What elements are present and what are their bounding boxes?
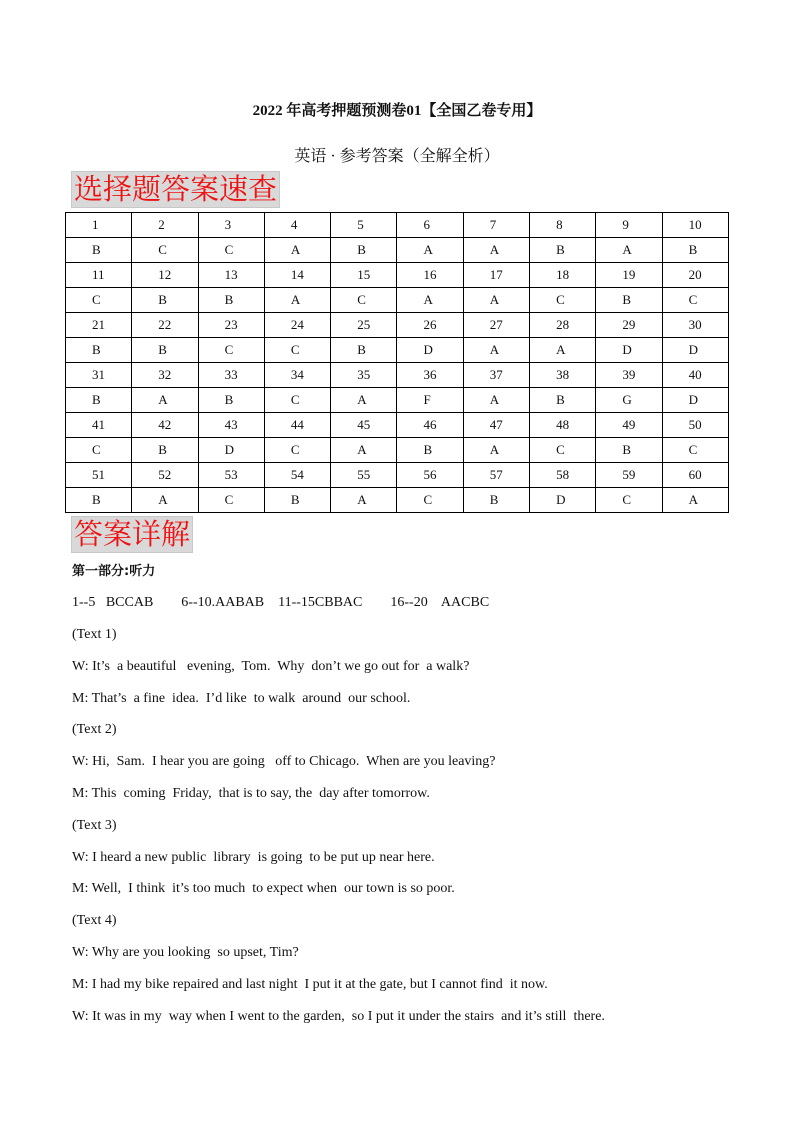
table-cell: 37 bbox=[463, 363, 529, 388]
table-cell: A bbox=[331, 488, 397, 513]
page-subtitle: 英语 · 参考答案（全解全析） bbox=[294, 148, 500, 165]
dialogue-line: W: It was in my way when I went to the garden, so I put it under the stairs and it’s still there. bbox=[72, 1008, 605, 1024]
table-cell: C bbox=[596, 488, 662, 513]
table-cell: A bbox=[132, 488, 198, 513]
table-cell: 33 bbox=[198, 363, 264, 388]
table-cell: 59 bbox=[596, 463, 662, 488]
table-cell: 1 bbox=[66, 213, 132, 238]
table-cell: 15 bbox=[331, 263, 397, 288]
table-cell: 43 bbox=[198, 413, 264, 438]
dialogue-line: W: Why are you looking so upset, Tim? bbox=[72, 945, 299, 960]
table-cell: 18 bbox=[530, 263, 596, 288]
table-cell: A bbox=[331, 388, 397, 413]
table-cell: 56 bbox=[397, 463, 463, 488]
table-row bbox=[66, 488, 729, 513]
table-cell: 8 bbox=[530, 213, 596, 238]
table-cell: 22 bbox=[132, 313, 198, 338]
table-cell: 40 bbox=[662, 363, 728, 388]
table-cell: 17 bbox=[463, 263, 529, 288]
table-cell: 26 bbox=[397, 313, 463, 338]
text-label: (Text 1) bbox=[72, 627, 117, 642]
dialogue-line: W: I heard a new public library is going to be put up near here. bbox=[72, 849, 435, 865]
table-cell: D bbox=[397, 338, 463, 363]
table-cell: C bbox=[662, 438, 728, 463]
table-cell: 3 bbox=[198, 213, 264, 238]
table-cell: 28 bbox=[530, 313, 596, 338]
table-cell: B bbox=[66, 488, 132, 513]
table-cell: 20 bbox=[662, 263, 728, 288]
table-row bbox=[66, 238, 729, 263]
text-label: (Text 4) bbox=[72, 913, 117, 929]
table-cell: C bbox=[397, 488, 463, 513]
table-cell: 25 bbox=[331, 313, 397, 338]
table-cell: D bbox=[530, 488, 596, 513]
table-cell: G bbox=[596, 388, 662, 413]
listening-answer-summary: 1--5 BCCAB 6--10.AABAB 11--15CBBAC 16--20 AACBC bbox=[72, 595, 490, 610]
table-row bbox=[66, 213, 729, 238]
table-row bbox=[66, 288, 729, 313]
table-cell: 54 bbox=[264, 463, 330, 488]
table-cell: B bbox=[463, 488, 529, 513]
dialogue-line: M: Well, I think it’s too much to expect when our town is so poor. bbox=[72, 881, 455, 897]
table-cell: 53 bbox=[198, 463, 264, 488]
table-cell: A bbox=[662, 488, 728, 513]
table-row bbox=[66, 313, 729, 338]
table-cell: C bbox=[198, 488, 264, 513]
table-cell: 58 bbox=[530, 463, 596, 488]
table-cell: 32 bbox=[132, 363, 198, 388]
table-cell: C bbox=[530, 288, 596, 313]
table-cell: B bbox=[198, 288, 264, 313]
text-label: (Text 3) bbox=[72, 817, 117, 833]
table-row bbox=[66, 463, 729, 488]
table-cell: 49 bbox=[596, 413, 662, 438]
table-cell: A bbox=[463, 388, 529, 413]
table-cell: 38 bbox=[530, 363, 596, 388]
table-cell: B bbox=[530, 388, 596, 413]
table-cell: 14 bbox=[264, 263, 330, 288]
table-cell: 5 bbox=[331, 213, 397, 238]
table-cell: 10 bbox=[662, 213, 728, 238]
table-row bbox=[66, 338, 729, 363]
dialogue-line: W: Hi, Sam. I hear you are going off to Chicago. When are you leaving? bbox=[72, 754, 496, 770]
table-cell: 55 bbox=[331, 463, 397, 488]
table-cell: B bbox=[198, 388, 264, 413]
table-cell: 19 bbox=[596, 263, 662, 288]
table-row bbox=[66, 388, 729, 413]
table-cell: C bbox=[662, 288, 728, 313]
dialogue-line: M: This coming Friday, that is to say, the day after tomorrow. bbox=[72, 786, 430, 801]
table-cell: B bbox=[132, 438, 198, 463]
table-cell: C bbox=[132, 238, 198, 263]
table-cell: 47 bbox=[463, 413, 529, 438]
table-cell: 13 bbox=[198, 263, 264, 288]
table-cell: 12 bbox=[132, 263, 198, 288]
text-label: (Text 2) bbox=[72, 722, 117, 738]
table-cell: B bbox=[331, 238, 397, 263]
table-cell: 6 bbox=[397, 213, 463, 238]
table-cell: A bbox=[463, 338, 529, 363]
table-cell: C bbox=[264, 438, 330, 463]
table-cell: B bbox=[596, 288, 662, 313]
table-cell: 57 bbox=[463, 463, 529, 488]
table-cell: B bbox=[596, 438, 662, 463]
table-cell: A bbox=[463, 438, 529, 463]
table-cell: 23 bbox=[198, 313, 264, 338]
table-cell: 27 bbox=[463, 313, 529, 338]
table-cell: 2 bbox=[132, 213, 198, 238]
table-cell: 50 bbox=[662, 413, 728, 438]
table-row bbox=[66, 438, 729, 463]
table-cell: B bbox=[331, 338, 397, 363]
table-cell: B bbox=[66, 338, 132, 363]
table-cell: 60 bbox=[662, 463, 728, 488]
table-cell: D bbox=[662, 388, 728, 413]
table-row bbox=[66, 363, 729, 388]
table-cell: A bbox=[397, 288, 463, 313]
table-row bbox=[66, 263, 729, 288]
table-cell: B bbox=[662, 238, 728, 263]
table-cell: 45 bbox=[331, 413, 397, 438]
answer-table-body bbox=[66, 213, 729, 513]
quick-check-banner: 选择题答案速查 bbox=[71, 171, 280, 208]
table-cell: C bbox=[66, 438, 132, 463]
table-cell: 46 bbox=[397, 413, 463, 438]
table-cell: A bbox=[397, 238, 463, 263]
answer-table bbox=[65, 212, 729, 513]
table-cell: C bbox=[331, 288, 397, 313]
detailed-banner: 答案详解 bbox=[71, 516, 193, 553]
table-cell: 34 bbox=[264, 363, 330, 388]
table-cell: 30 bbox=[662, 313, 728, 338]
table-cell: A bbox=[463, 288, 529, 313]
dialogue-line: M: I had my bike repaired and last night I put it at the gate, but I cannot find it now. bbox=[72, 976, 548, 992]
table-cell: C bbox=[264, 388, 330, 413]
table-row bbox=[66, 413, 729, 438]
table-cell: 36 bbox=[397, 363, 463, 388]
table-cell: 51 bbox=[66, 463, 132, 488]
table-cell: 29 bbox=[596, 313, 662, 338]
table-cell: D bbox=[662, 338, 728, 363]
page-title: 2022 年高考押题预测卷01【全国乙卷专用】 bbox=[252, 103, 542, 119]
section-heading: 第一部分:听力 bbox=[72, 564, 156, 579]
dialogue-line: M: That’s a fine idea. I’d like to walk around our school. bbox=[72, 690, 411, 706]
table-cell: B bbox=[530, 238, 596, 263]
table-cell: B bbox=[132, 288, 198, 313]
table-cell: A bbox=[132, 388, 198, 413]
table-cell: B bbox=[66, 238, 132, 263]
table-cell: 4 bbox=[264, 213, 330, 238]
table-cell: C bbox=[264, 338, 330, 363]
table-cell: 7 bbox=[463, 213, 529, 238]
table-cell: C bbox=[66, 288, 132, 313]
table-cell: 9 bbox=[596, 213, 662, 238]
table-cell: C bbox=[530, 438, 596, 463]
table-cell: A bbox=[463, 238, 529, 263]
table-cell: D bbox=[596, 338, 662, 363]
table-cell: 21 bbox=[66, 313, 132, 338]
table-cell: B bbox=[397, 438, 463, 463]
table-cell: A bbox=[264, 238, 330, 263]
table-cell: B bbox=[132, 338, 198, 363]
dialogue-line: W: It’s a beautiful evening, Tom. Why don’t we go out for a walk? bbox=[72, 658, 470, 674]
table-cell: C bbox=[198, 238, 264, 263]
table-cell: 41 bbox=[66, 413, 132, 438]
table-cell: 16 bbox=[397, 263, 463, 288]
table-cell: A bbox=[596, 238, 662, 263]
table-cell: 39 bbox=[596, 363, 662, 388]
table-cell: A bbox=[264, 288, 330, 313]
table-cell: A bbox=[530, 338, 596, 363]
table-cell: 35 bbox=[331, 363, 397, 388]
table-cell: 52 bbox=[132, 463, 198, 488]
table-cell: F bbox=[397, 388, 463, 413]
table-cell: A bbox=[331, 438, 397, 463]
table-cell: D bbox=[198, 438, 264, 463]
table-cell: C bbox=[198, 338, 264, 363]
table-cell: B bbox=[264, 488, 330, 513]
table-cell: 31 bbox=[66, 363, 132, 388]
table-cell: 24 bbox=[264, 313, 330, 338]
table-cell: 42 bbox=[132, 413, 198, 438]
table-cell: 48 bbox=[530, 413, 596, 438]
table-cell: B bbox=[66, 388, 132, 413]
table-cell: 11 bbox=[66, 263, 132, 288]
table-cell: 44 bbox=[264, 413, 330, 438]
